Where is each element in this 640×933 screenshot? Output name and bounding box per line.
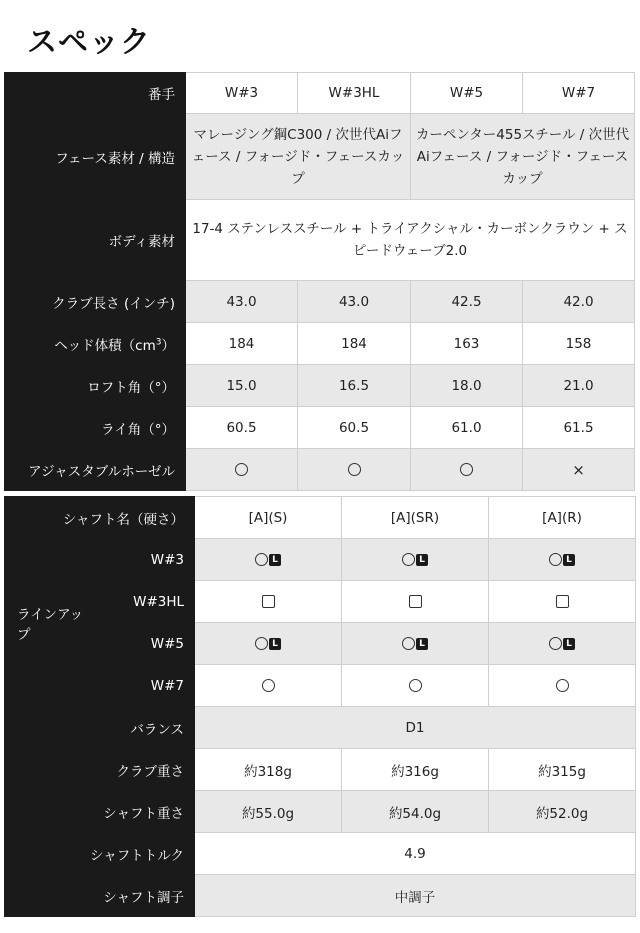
col-w5: W#5 — [411, 73, 523, 114]
loft-value: 16.5 — [298, 365, 411, 407]
col-w3: W#3 — [186, 73, 298, 114]
length-value: 42.5 — [411, 281, 523, 323]
lie-value: 61.0 — [411, 407, 523, 449]
balance-label: バランス — [5, 707, 195, 749]
lineup-row — [5, 623, 636, 665]
lineup-row — [5, 665, 636, 707]
volume-value: 184 — [298, 323, 411, 365]
l-badge-icon: L — [416, 554, 428, 566]
club-weight-label: クラブ重さ — [5, 749, 195, 791]
kick-value: 中調子 — [195, 875, 636, 917]
shaft-weight-value: 約52.0g — [489, 791, 636, 833]
lie-label: ライ角（°） — [5, 407, 186, 449]
circle-mark-icon — [348, 463, 361, 476]
circle-mark-icon — [255, 553, 268, 566]
loft-value: 21.0 — [523, 365, 635, 407]
volume-row — [5, 323, 635, 365]
square-mark-icon — [409, 595, 422, 608]
kick-row — [5, 875, 636, 917]
l-badge-icon: L — [563, 554, 575, 566]
face-value-b: カーペンター455スチール / 次世代Aiフェース / フォージド・フェースカップ — [411, 114, 635, 200]
circle-mark-icon — [235, 463, 248, 476]
lineup-row — [5, 539, 636, 581]
lineup-row — [5, 581, 636, 623]
circle-mark-icon — [255, 637, 268, 650]
club-weight-row — [5, 749, 636, 791]
circle-mark-icon — [460, 463, 473, 476]
number-label: 番手 — [5, 73, 186, 114]
number-row — [5, 73, 635, 114]
lineup-model: W#3HL — [99, 581, 195, 623]
club-weight-value: 約318g — [195, 749, 342, 791]
volume-value: 158 — [523, 323, 635, 365]
club-weight-value: 約315g — [489, 749, 636, 791]
face-row — [5, 114, 635, 200]
hosel-label: アジャスタブルホーゼル — [5, 449, 186, 491]
volume-value: 184 — [186, 323, 298, 365]
torque-label: シャフトトルク — [5, 833, 195, 875]
lie-row — [5, 407, 635, 449]
loft-label: ロフト角（°） — [5, 365, 186, 407]
square-mark-icon — [262, 595, 275, 608]
length-value: 42.0 — [523, 281, 635, 323]
circle-mark-icon — [556, 679, 569, 692]
loft-row — [5, 365, 635, 407]
kick-label: シャフト調子 — [5, 875, 195, 917]
loft-value: 15.0 — [186, 365, 298, 407]
length-value: 43.0 — [186, 281, 298, 323]
face-value-a: マレージング鋼C300 / 次世代Aiフェース / フォージド・フェースカップ — [186, 114, 411, 200]
l-badge-icon: L — [416, 638, 428, 650]
lineup-label: ラインアップ — [5, 539, 99, 707]
circle-mark-icon — [409, 679, 422, 692]
shaft-weight-value: 約55.0g — [195, 791, 342, 833]
cross-mark: × — [523, 449, 635, 491]
volume-label-sup: 3 — [155, 337, 162, 347]
body-value: 17-4 ステンレススチール + トライアクシャル・カーボンクラウン + スピードウェーブ2.0 — [186, 200, 635, 281]
body-label: ボディ素材 — [5, 200, 186, 281]
length-row — [5, 281, 635, 323]
square-mark-icon — [556, 595, 569, 608]
volume-label — [5, 323, 186, 365]
flex-sr: [A](SR) — [342, 497, 489, 539]
loft-value: 18.0 — [411, 365, 523, 407]
shaft-weight-value: 約54.0g — [342, 791, 489, 833]
l-badge-icon: L — [563, 638, 575, 650]
shaft-name-label: シャフト名（硬さ） — [5, 497, 195, 539]
torque-row — [5, 833, 636, 875]
length-label: クラブ長さ (インチ) — [5, 281, 186, 323]
balance-value: D1 — [195, 707, 636, 749]
circle-mark-icon — [402, 637, 415, 650]
hosel-row — [5, 449, 635, 491]
circle-mark-icon — [402, 553, 415, 566]
lineup-model: W#7 — [99, 665, 195, 707]
volume-value: 163 — [411, 323, 523, 365]
face-label: フェース素材 / 構造 — [5, 114, 186, 200]
torque-value: 4.9 — [195, 833, 636, 875]
club-weight-value: 約316g — [342, 749, 489, 791]
col-w7: W#7 — [523, 73, 635, 114]
shaft-weight-row — [5, 791, 636, 833]
balance-row — [5, 707, 636, 749]
lie-value: 61.5 — [523, 407, 635, 449]
shaft-table — [4, 496, 636, 917]
volume-label-end: ） — [161, 337, 175, 354]
lie-value: 60.5 — [186, 407, 298, 449]
lineup-model: W#3 — [99, 539, 195, 581]
volume-label-text: ヘッド体積（cm — [54, 337, 156, 354]
flex-r: [A](R) — [489, 497, 636, 539]
lineup-model: W#5 — [99, 623, 195, 665]
lie-value: 60.5 — [298, 407, 411, 449]
shaft-name-row — [5, 497, 636, 539]
circle-mark-icon — [549, 637, 562, 650]
shaft-weight-label: シャフト重さ — [5, 791, 195, 833]
flex-s: [A](S) — [195, 497, 342, 539]
circle-mark-icon — [262, 679, 275, 692]
l-badge-icon: L — [269, 554, 281, 566]
col-w3hl: W#3HL — [298, 73, 411, 114]
spec-table — [4, 72, 635, 491]
circle-mark-icon — [549, 553, 562, 566]
length-value: 43.0 — [298, 281, 411, 323]
body-row — [5, 200, 635, 281]
l-badge-icon: L — [269, 638, 281, 650]
page-title: スペック — [27, 25, 151, 60]
